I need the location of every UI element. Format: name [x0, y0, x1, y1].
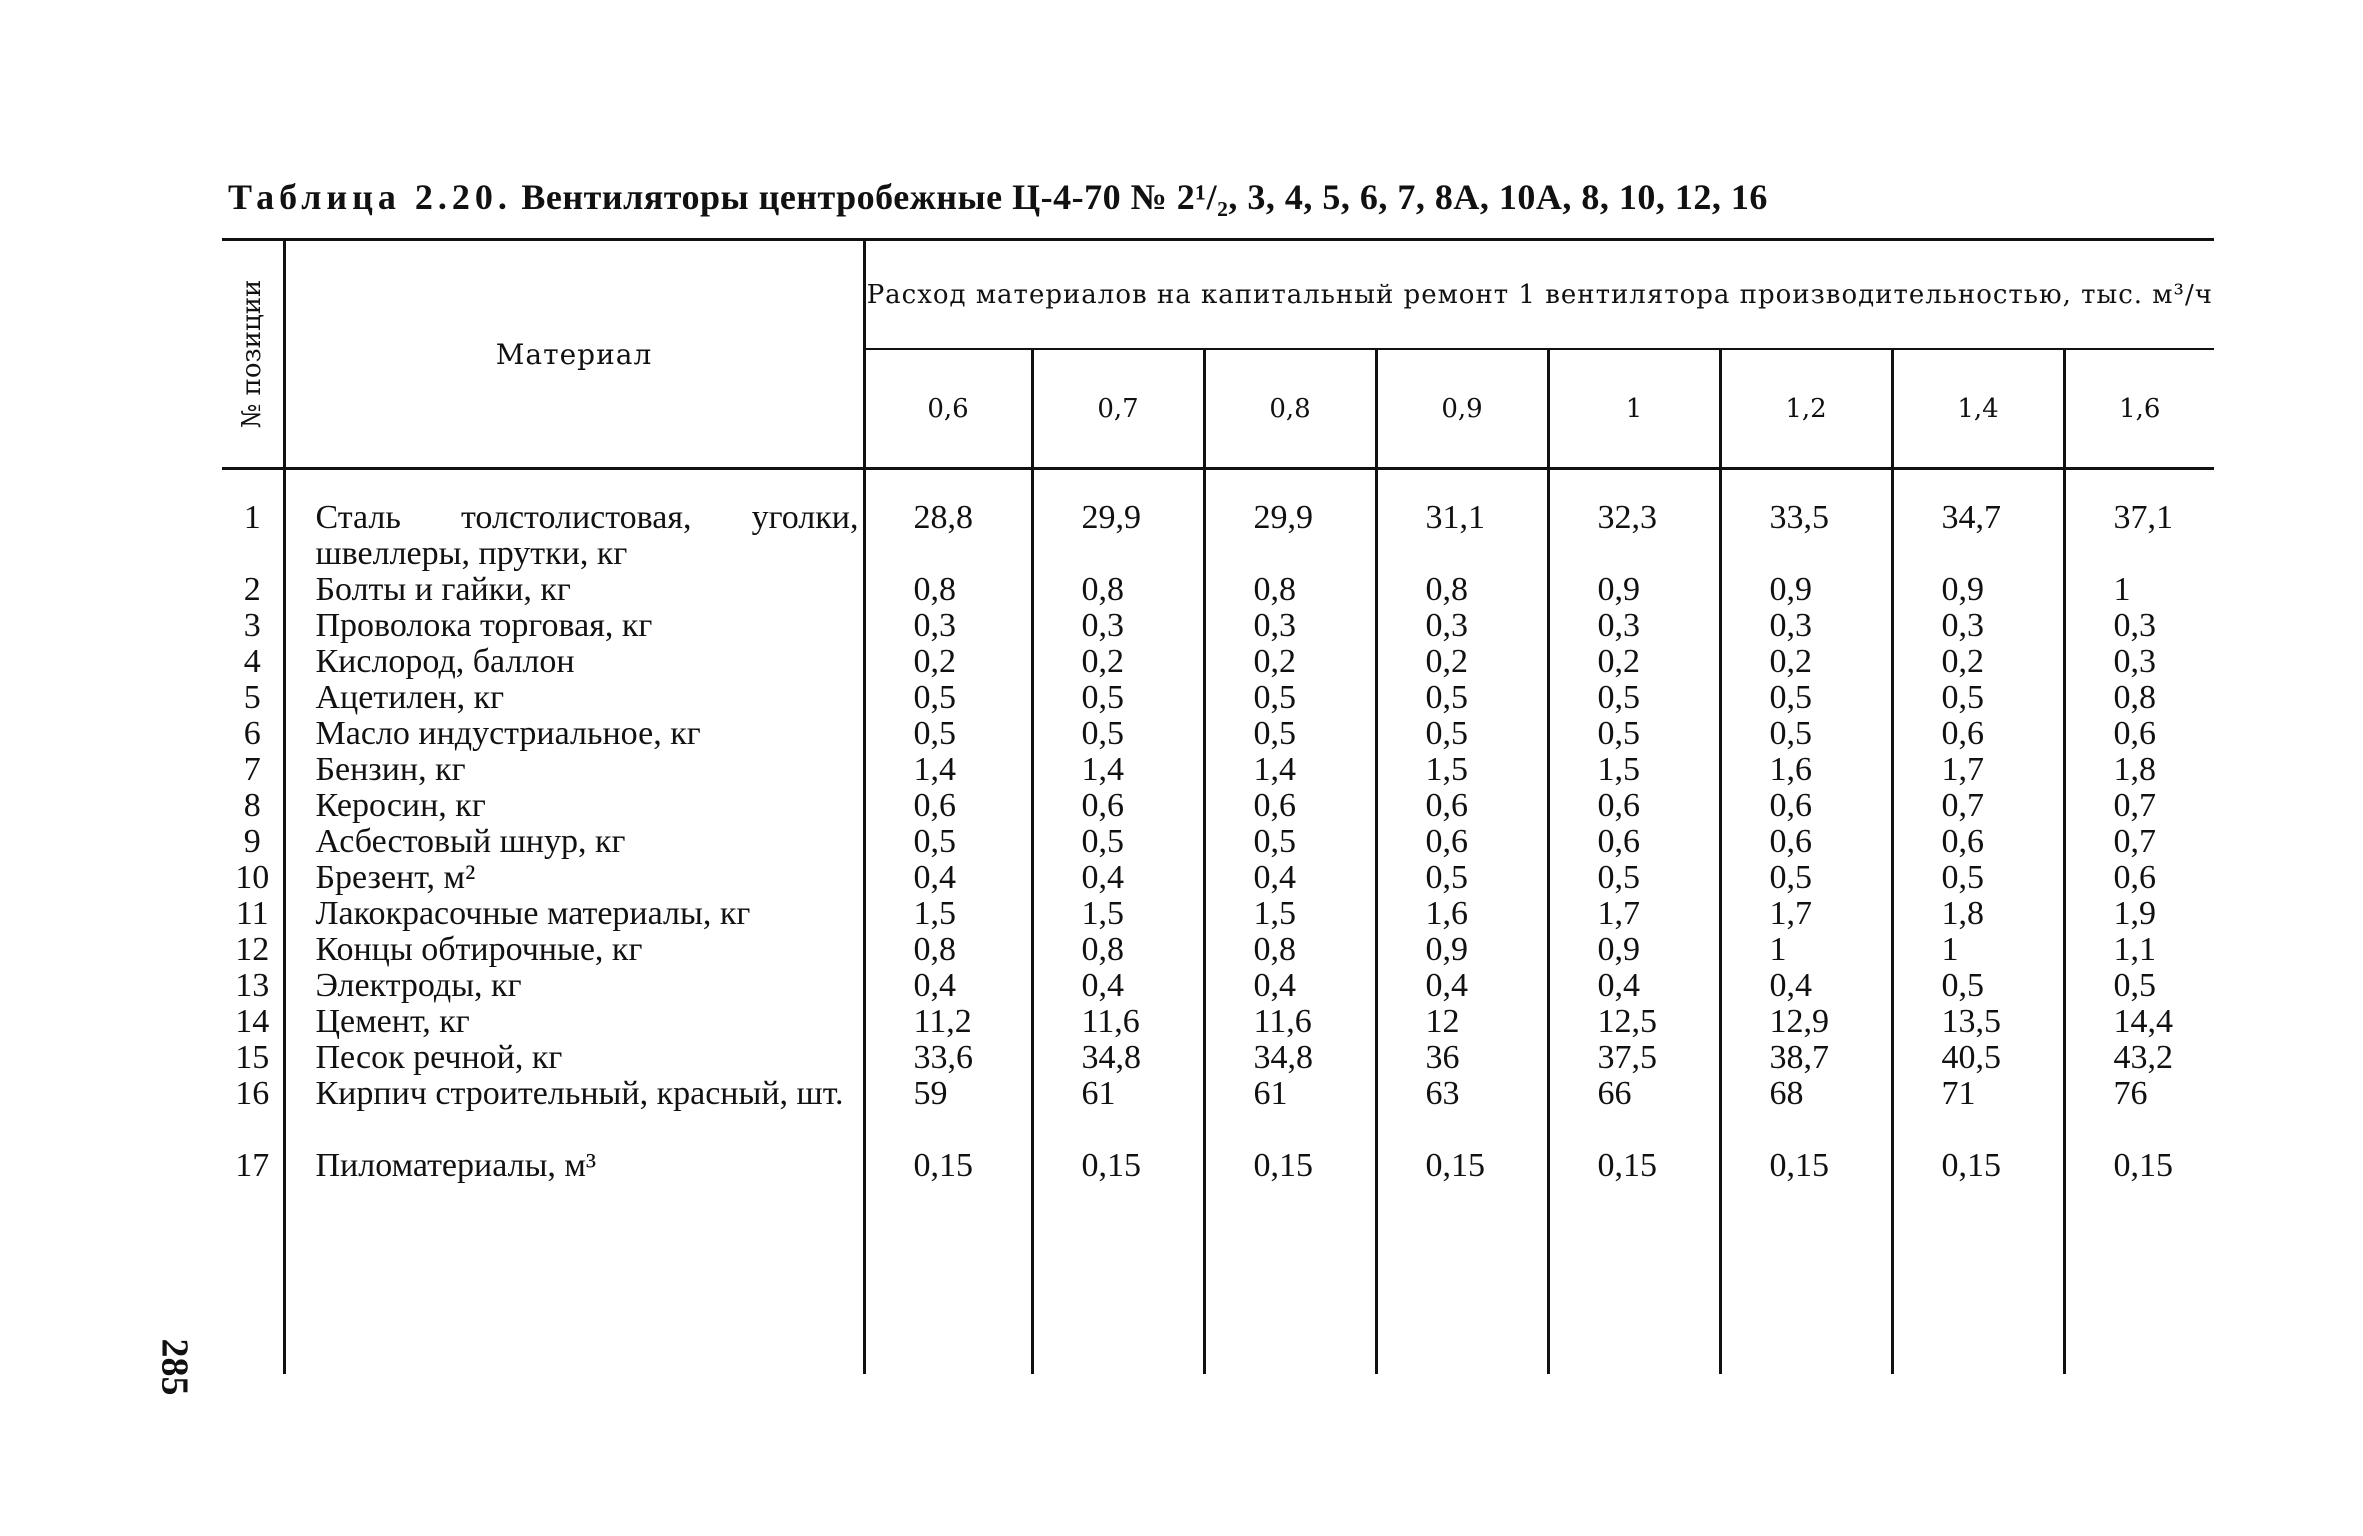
value-cell: 0,3: [1941, 607, 1984, 644]
value-cell: 12: [1425, 1003, 1460, 1040]
materials-table: [222, 238, 2214, 1374]
value-cell: 1,5: [1253, 895, 1296, 932]
position-number: 3: [243, 607, 261, 644]
position-number: 14: [235, 1003, 270, 1040]
value-cell: 76: [2113, 1075, 2148, 1112]
value-cell: 0,3: [2113, 643, 2156, 680]
value-cell: 0,3: [913, 607, 956, 644]
material-text: Масло индустриальное, кг: [315, 715, 701, 752]
value-cell: 0,5: [1081, 823, 1124, 860]
value-cell: 0,2: [1425, 643, 1468, 680]
value-cell: 11,2: [913, 1003, 972, 1040]
value-cell: 0,5: [913, 715, 956, 752]
material-name: [286, 1076, 863, 1148]
value-cell: 37,5: [1597, 1039, 1657, 1076]
value-cell: 29,9: [1081, 499, 1141, 536]
value-cell: 1,4: [1081, 751, 1124, 788]
value-cell: 1,7: [1941, 751, 1984, 788]
value-cell: 0,15: [1253, 1147, 1313, 1184]
value-cell: 38,7: [1769, 1039, 1829, 1076]
capacity-header-cell: 1: [1548, 349, 1720, 468]
value-column: [1204, 469, 1376, 1375]
value-cell: 0,4: [913, 859, 956, 896]
value-cell: 0,8: [1253, 931, 1296, 968]
value-cell: 0,2: [1769, 643, 1812, 680]
material-name: [286, 1040, 863, 1076]
value-cell: 0,9: [1597, 931, 1640, 968]
value-cell: 0,5: [1081, 679, 1124, 716]
value-cell: 1,8: [1941, 895, 1984, 932]
value-cell: 0,3: [1425, 607, 1468, 644]
value-cell: 0,2: [913, 643, 956, 680]
value-cell: 66: [1597, 1075, 1632, 1112]
value-cell: 36: [1425, 1039, 1460, 1076]
page-number: 285: [153, 1338, 196, 1396]
position-number: 6: [243, 715, 261, 752]
position-number: 17: [235, 1147, 270, 1184]
material-text: Проволока торговая, кг: [315, 607, 653, 644]
material-text: Концы обтирочные, кг: [315, 931, 643, 968]
material-header: Материал: [284, 240, 864, 469]
blank-space: [1894, 1184, 2063, 1374]
blank-space: [1550, 1184, 1719, 1374]
position-header-label: № позиции: [237, 279, 268, 429]
value-cell: 37,1: [2113, 499, 2173, 536]
value-cell: 0,6: [1941, 823, 1984, 860]
value-cell: 0,8: [2113, 679, 2156, 716]
position-number: 10: [235, 859, 270, 896]
blank-space: [2066, 1184, 2215, 1374]
value-cell: 0,4: [1597, 967, 1640, 1004]
material-text: Кислород, баллон: [315, 643, 575, 680]
position-number: 13: [235, 967, 270, 1004]
value-cell: 40,5: [1941, 1039, 2001, 1076]
value-cell: 0,7: [2113, 787, 2156, 824]
material-text: Песок речной, кг: [315, 1039, 563, 1076]
value-cell: 0,9: [1941, 571, 1984, 608]
value-cell: 0,7: [2113, 823, 2156, 860]
value-cell: 0,5: [1253, 823, 1296, 860]
value-cell: 0,5: [1425, 859, 1468, 896]
caption-text: Вентиляторы центробежные Ц-4-70 № 2¹/₂, 3, 4, 5, 6, 7, 8А, 10А, 8, 10, 12, 16: [521, 177, 1768, 217]
value-cell: 1,4: [1253, 751, 1296, 788]
value-cell: 0,5: [1081, 715, 1124, 752]
capacity-header-cell: 0,9: [1376, 349, 1548, 468]
value-cell: 1,4: [913, 751, 956, 788]
value-cell: 34,7: [1941, 499, 2001, 536]
value-cell: 0,5: [1941, 679, 1984, 716]
value-cell: 0,4: [913, 967, 956, 1004]
value-cell: 0,5: [1253, 715, 1296, 752]
value-cell: 0,2: [1597, 643, 1640, 680]
value-cell: 0,6: [1597, 823, 1640, 860]
material-name: [286, 860, 863, 896]
value-cell: 0,3: [2113, 607, 2156, 644]
value-cell: 1,5: [913, 895, 956, 932]
value-cell: 11,6: [1253, 1003, 1312, 1040]
header-row-1: [222, 240, 2214, 350]
value-cell: 29,9: [1253, 499, 1313, 536]
caption-lead: Таблица 2.20.: [228, 177, 512, 217]
material-name: [286, 572, 863, 608]
blank-space: [866, 1184, 1031, 1374]
value-cell: 0,5: [1941, 859, 1984, 896]
value-cell: 34,8: [1253, 1039, 1313, 1076]
material-text: Асбестовый шнур, кг: [315, 823, 626, 860]
value-cell: 0,15: [1425, 1147, 1485, 1184]
capacity-header-cell: 0,7: [1032, 349, 1204, 468]
value-cell: 12,5: [1597, 1003, 1657, 1040]
value-cell: 0,5: [913, 679, 956, 716]
value-cell: 0,4: [1253, 859, 1296, 896]
capacity-header-cell: 1,2: [1720, 349, 1892, 468]
value-column: [864, 469, 1032, 1375]
position-number: 9: [243, 823, 261, 860]
value-cell: 43,2: [2113, 1039, 2173, 1076]
value-cell: 0,4: [1081, 967, 1124, 1004]
material-name: [286, 608, 863, 644]
value-cell: 32,3: [1597, 499, 1657, 536]
value-column: [1032, 469, 1204, 1375]
value-cell: 0,4: [1769, 967, 1812, 1004]
value-cell: 0,3: [1769, 607, 1812, 644]
value-cell: 0,15: [1597, 1147, 1657, 1184]
table-caption: [228, 176, 2228, 218]
value-cell: 0,6: [1425, 787, 1468, 824]
value-cell: 0,2: [1081, 643, 1124, 680]
value-cell: 33,6: [913, 1039, 973, 1076]
value-cell: 0,6: [1941, 715, 1984, 752]
value-cell: 68: [1769, 1075, 1804, 1112]
value-cell: 1,1: [2113, 931, 2156, 968]
value-cell: 1,9: [2113, 895, 2156, 932]
value-cell: 0,5: [1597, 715, 1640, 752]
value-cell: 63: [1425, 1075, 1460, 1112]
material-text: Пиломатериалы, м³: [315, 1147, 597, 1184]
value-cell: 1: [2113, 571, 2131, 608]
value-cell: 0,8: [913, 931, 956, 968]
value-cell: 0,9: [1425, 931, 1468, 968]
material-name: [286, 1148, 863, 1184]
value-cell: 0,9: [1597, 571, 1640, 608]
material-text: Кирпич строительный, красный, шт.: [315, 1075, 844, 1112]
value-cell: 0,5: [913, 823, 956, 860]
value-cell: 0,5: [1769, 715, 1812, 752]
material-column: [284, 469, 864, 1375]
position-number: 8: [243, 787, 261, 824]
position-number: 16: [235, 1075, 270, 1112]
value-cell: 0,7: [1941, 787, 1984, 824]
blank-space: [1206, 1184, 1375, 1374]
material-name: [286, 716, 863, 752]
capacity-header-cell: 1,6: [2064, 349, 2214, 468]
material-text: Лакокрасочные материалы, кг: [315, 895, 751, 932]
capacity-header-cell: 0,8: [1204, 349, 1376, 468]
material-name: [286, 932, 863, 968]
blank-space: [286, 1184, 863, 1374]
value-cell: 0,8: [913, 571, 956, 608]
material-name: [286, 500, 863, 572]
value-cell: 0,6: [1769, 787, 1812, 824]
value-cell: 61: [1253, 1075, 1288, 1112]
value-cell: 1,6: [1769, 751, 1812, 788]
position-number: 1: [243, 499, 261, 536]
blank-space: [222, 1184, 283, 1374]
value-cell: 33,5: [1769, 499, 1829, 536]
material-name: [286, 968, 863, 1004]
material-name: [286, 1004, 863, 1040]
value-column: [2064, 469, 2214, 1375]
value-cell: 0,15: [1081, 1147, 1141, 1184]
value-cell: 0,15: [1941, 1147, 2001, 1184]
value-cell: 0,4: [1425, 967, 1468, 1004]
position-column: [222, 469, 284, 1375]
value-cell: 71: [1941, 1075, 1976, 1112]
value-cell: 14,4: [2113, 1003, 2173, 1040]
value-cell: 0,6: [2113, 859, 2156, 896]
value-cell: 0,5: [1425, 715, 1468, 752]
value-cell: 1: [1769, 931, 1787, 968]
position-header: [222, 240, 284, 469]
material-text: Болты и гайки, кг: [315, 571, 571, 608]
value-cell: 28,8: [913, 499, 973, 536]
value-cell: 0,6: [1425, 823, 1468, 860]
value-cell: 1,5: [1425, 751, 1468, 788]
value-cell: 1,7: [1769, 895, 1812, 932]
value-cell: 0,8: [1425, 571, 1468, 608]
value-cell: 1,7: [1597, 895, 1640, 932]
value-cell: 0,4: [1253, 967, 1296, 1004]
position-number: 4: [243, 643, 261, 680]
value-cell: 0,5: [1425, 679, 1468, 716]
value-cell: 0,6: [1081, 787, 1124, 824]
value-cell: 59: [913, 1075, 948, 1112]
position-number: 5: [243, 679, 261, 716]
capacity-header-cell: 1,4: [1892, 349, 2064, 468]
capacity-header-cell: 0,6: [864, 349, 1032, 468]
value-cell: 1,5: [1597, 751, 1640, 788]
table-body-row: [222, 469, 2214, 1375]
material-name: [286, 896, 863, 932]
value-cell: 0,6: [1253, 787, 1296, 824]
value-cell: 0,9: [1769, 571, 1812, 608]
value-cell: 0,6: [1769, 823, 1812, 860]
value-column: [1720, 469, 1892, 1375]
value-cell: 0,5: [1769, 679, 1812, 716]
material-text: Цемент, кг: [315, 1003, 470, 1040]
value-cell: 1: [1941, 931, 1959, 968]
value-cell: 13,5: [1941, 1003, 2001, 1040]
value-cell: 0,5: [1597, 679, 1640, 716]
value-cell: 31,1: [1425, 499, 1485, 536]
value-column: [1548, 469, 1720, 1375]
value-cell: 12,9: [1769, 1003, 1829, 1040]
value-cell: 1,6: [1425, 895, 1468, 932]
blank-space: [1722, 1184, 1891, 1374]
material-text: Бензин, кг: [315, 751, 466, 788]
value-cell: 0,6: [2113, 715, 2156, 752]
value-cell: 0,8: [1253, 571, 1296, 608]
value-column: [1376, 469, 1548, 1375]
position-number: 7: [243, 751, 261, 788]
value-cell: 0,3: [1253, 607, 1296, 644]
value-column: [1892, 469, 2064, 1375]
value-cell: 0,3: [1597, 607, 1640, 644]
consumption-group-header: Расход материалов на капитальный ремонт 1 вентилятора производительностью, тыс. м³/ч: [864, 240, 2214, 350]
value-cell: 0,15: [913, 1147, 973, 1184]
material-text: Ацетилен, кг: [315, 679, 505, 716]
value-cell: 0,2: [1941, 643, 1984, 680]
material-text: Брезент, м²: [315, 859, 476, 896]
material-text: Керосин, кг: [315, 787, 486, 824]
value-cell: 0,15: [2113, 1147, 2173, 1184]
position-number: 2: [243, 571, 261, 608]
blank-space: [1378, 1184, 1547, 1374]
value-cell: 1,5: [1081, 895, 1124, 932]
position-number: 11: [235, 895, 269, 932]
value-cell: 0,6: [913, 787, 956, 824]
value-cell: 34,8: [1081, 1039, 1141, 1076]
value-cell: 0,5: [1941, 967, 1984, 1004]
value-cell: 0,15: [1769, 1147, 1829, 1184]
material-name: [286, 752, 863, 788]
value-cell: 0,8: [1081, 571, 1124, 608]
value-cell: 61: [1081, 1075, 1116, 1112]
value-cell: 1,8: [2113, 751, 2156, 788]
position-number: 15: [235, 1039, 270, 1076]
position-number: 12: [235, 931, 270, 968]
value-cell: 0,5: [1253, 679, 1296, 716]
value-cell: 0,5: [1769, 859, 1812, 896]
material-name: [286, 788, 863, 824]
value-cell: 0,6: [1597, 787, 1640, 824]
value-cell: 0,8: [1081, 931, 1124, 968]
value-cell: 0,2: [1253, 643, 1296, 680]
value-cell: 0,5: [2113, 967, 2156, 1004]
value-cell: 0,5: [1597, 859, 1640, 896]
material-name: [286, 824, 863, 860]
material-name: [286, 644, 863, 680]
material-text: Электроды, кг: [315, 967, 522, 1004]
material-text: Сталь толстолистовая, уголки, швеллеры, прутки, кг: [315, 499, 859, 572]
blank-space: [1034, 1184, 1203, 1374]
value-cell: 0,3: [1081, 607, 1124, 644]
material-name: [286, 680, 863, 716]
value-cell: 11,6: [1081, 1003, 1140, 1040]
value-cell: 0,4: [1081, 859, 1124, 896]
